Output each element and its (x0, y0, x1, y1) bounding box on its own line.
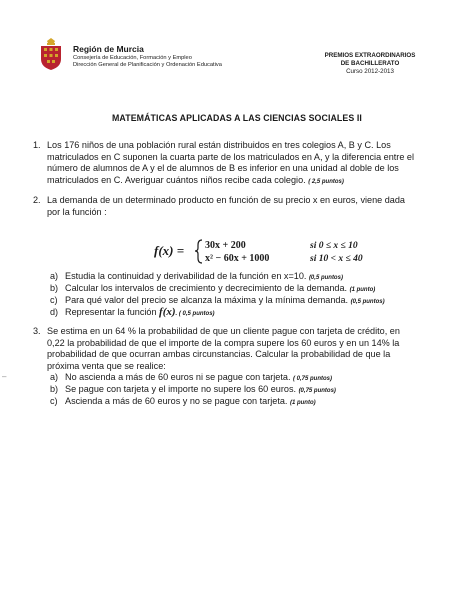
sub-letter: b) (50, 283, 59, 293)
formula-row-1: 30x + 200 (205, 240, 246, 251)
sub-letter: b) (50, 384, 59, 394)
formula-row-2: x² − 60x + 1000 (205, 253, 270, 264)
bachillerato-label: DE BACHILLERATO (340, 60, 400, 67)
question-1 (33, 140, 433, 188)
question-number: 2. (33, 195, 41, 205)
points-label: (1 punto) (289, 400, 316, 406)
exam-title: MATEMÁTICAS APLICADAS A LAS CIENCIAS SOCIALES II (112, 113, 362, 123)
sub-letter: a) (50, 372, 59, 382)
question-line: Los 176 niños de una población rural están distribuidos en tres colegios A, B y C. Los (47, 140, 391, 150)
sub-text: Para qué valor del precio se alcanza la máxima y la mínima demanda. (65, 295, 349, 305)
sub-letter: d) (50, 307, 59, 317)
question-2 (33, 195, 433, 218)
question-line: matriculados en C suponen la cuarta parte de los matriculados en A, y la diferencia entre el (47, 151, 414, 162)
formula-cond-2: si 10 < x ≤ 40 (310, 254, 363, 264)
sub-text: Representar la función (65, 307, 157, 317)
question-line: probabilidad de que ocurran ambas circunstancias. Calcular la probabilidad de que la (47, 349, 391, 360)
question-number: 3. (33, 326, 41, 336)
exam-info (310, 52, 430, 76)
question-line: La demanda de un determinado producto en función de su precio x en euros, viene dada (47, 195, 405, 205)
points-label: (1 punto) (349, 287, 376, 293)
region-name: Región de Murcia (73, 44, 144, 54)
sub-text: Se pague con tarjeta y el importe no supere los 60 euros. (65, 384, 297, 394)
formula-lhs: f(x) = (154, 243, 185, 258)
direccion-name: Dirección General de Planificación y Ordenación Educativa (73, 62, 222, 68)
points-label: ( 2,5 puntos) (308, 178, 344, 185)
formula-cond-1: si 0 ≤ x ≤ 10 (310, 241, 358, 251)
question-number: 1. (33, 140, 41, 150)
question-line (47, 175, 433, 189)
sub-question-3c (50, 396, 430, 410)
sub-question-2d (50, 306, 430, 321)
sub-letter: c) (50, 396, 58, 406)
points-label: ( 0,75 puntos) (293, 376, 333, 382)
question-line: por la función : (47, 206, 107, 217)
question-line: 0,22 la probabilidad de que el importe de la compra supere los 60 euros y en un 14% la (47, 337, 400, 348)
sub-text: Calcular los intervalos de crecimiento y decrecimiento de la demanda. (65, 283, 348, 293)
premios-label: PREMIOS EXTRAORDINARIOS (324, 52, 416, 59)
piecewise-function-formula (152, 237, 392, 265)
sub-text: No ascienda a más de 60 euros ni se pague con tarjeta. (65, 372, 291, 382)
sub-letter: c) (50, 295, 58, 305)
question-line: Se estima en un 64 % la probabilidad de que un cliente pague con tarjeta de crédito, en (47, 326, 400, 336)
sub-letter: a) (50, 271, 59, 281)
question-line: próxima venta que se realice: (47, 360, 166, 371)
region-de-murcia-coat-of-arms-icon (38, 37, 64, 71)
margin-mark: – (2, 372, 7, 381)
question-line-text: matriculados en C. Averiguar cuántos niños recibe cada colegio. (47, 174, 306, 185)
sub-text: Ascienda a más de 60 euros y no se pague con tarjeta. (65, 396, 288, 406)
points-label: (0,75 puntos) (298, 388, 336, 394)
function-symbol: f(x) (159, 306, 176, 318)
points-label: (0,5 puntos) (308, 275, 343, 281)
question-3 (33, 326, 433, 372)
sub-text: Estudia la continuidad y derivabilidad de la función en x=10. (65, 271, 307, 281)
consejeria-name: Consejería de Educación, Formación y Empleo (73, 55, 192, 61)
points-label: . ( 0,5 puntos) (175, 311, 215, 317)
curso-label: Curso 2012-2013 (346, 68, 394, 75)
question-line: número de alumnos de A y el de alumnos de B es inferior en una unidad al doble de los (47, 163, 399, 174)
points-label: (0,5 puntos) (350, 299, 385, 305)
